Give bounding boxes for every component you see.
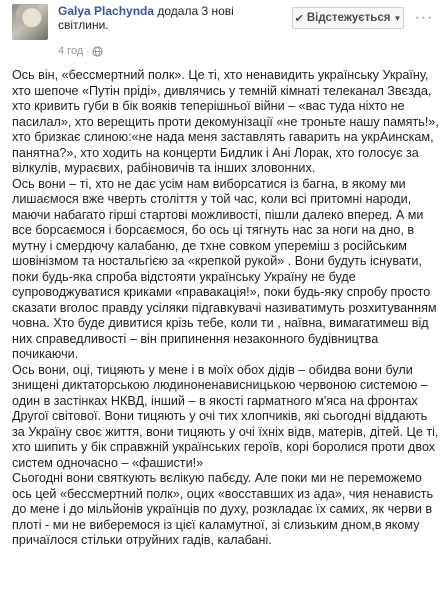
- follow-button-label: Відстежується: [306, 12, 391, 24]
- post-paragraph: Ось вони, оці, тицяють у мене і в моїх обох дідів – обидва вони були знищені диктаторською людиноненависницькою червоною системою – один в застінках НКВД, інший – в якості гарматного м'яса на фронтах Другої світової. Вони тицяють у очі тих хлопчиків, які сьогодні віддають за Україну своє життя, вони тицяють у очі їхніх відв, матерів, дітей. Це ті, хто шипить у бік справжній українських героїв, корі боролися проти двох систем одночасно – «фашисти!»: [12, 362, 439, 470]
- caret-down-icon: ▼: [393, 13, 402, 23]
- check-icon: ✔: [294, 12, 304, 25]
- post-body: [12, 68, 440, 549]
- post-paragraph: Ось він, «бессмертний полк». Це ті, хто ненавидить українську Україну, хто шепоче «Путін пріді», дивлячись у темній кімнаті телеканал Звєзда, хто кривить губи в бік вояків теперішньої війни – «вас туда ніхто не пасилал», хто верещить проти декомунізації «не троньте нашу память!», хто бризкає слиною:«не нада меня заставлять гаварить на укрАинскам, панятна?», хто ходить на концерти Бидлик і Ані Лорак, хто голосує за вілкулів, мураєвих, рабіновичів та інших зловонних.: [12, 68, 439, 175]
- avatar[interactable]: [12, 4, 48, 40]
- post-header: [58, 4, 278, 32]
- post-paragraph: Сьогодні вони святкують вєлікую пабєду. Але поки ми не переможемо ось цей «бессмертний полк», оцих «восставших из ада», чия ненависть до мене і до мільйонів українців по духу, розкладає їх самих, як черви в плоті - ми не виберемося із цієї каламутної, зі слизьким дном,в якому причаїлося стільки отруйних гадів, калабані.: [12, 471, 434, 547]
- post-paragraph: Ось вони – ті, хто не дає усім нам виборсатися із багна, в якому ми лишаємося вже чверть століття у той час, коли всі притомні народи, маючи набагато гірші стартові можливості, пішли далеко вперед. А ми все борсаємося і борсаємося, бо ось ці тягнуть нас за ноги на дно, в мутну і смердючу калабаню, де тхне совком упереміш з російським шовінізмом та ностальгією за «крепкой рукой» . Вони будуть існувати, поки будь-яка спроба відстояти українську Україну не буде супроводжуватися криками «правакація!», поки будь-яку спробу просто сказати вголос правду усіляки підгавкувачі називатимуть розхитуванням човна. Хто буде дивитися крізь тебе, коли ти , наївна, вимагатимеш від них справедливості – він припинення незаконного будівництва почикаючи.: [12, 176, 437, 361]
- post-action-text: додала 3 нові світлини.: [58, 4, 234, 32]
- globe-icon[interactable]: [92, 46, 103, 57]
- author-name[interactable]: Galya Plachynda: [58, 4, 155, 18]
- post-timestamp[interactable]: 4 год: [58, 45, 84, 57]
- follow-button[interactable]: [292, 7, 404, 29]
- post-meta: [58, 45, 103, 57]
- separator-dot: ·: [86, 46, 90, 56]
- more-icon[interactable]: ···: [414, 9, 434, 26]
